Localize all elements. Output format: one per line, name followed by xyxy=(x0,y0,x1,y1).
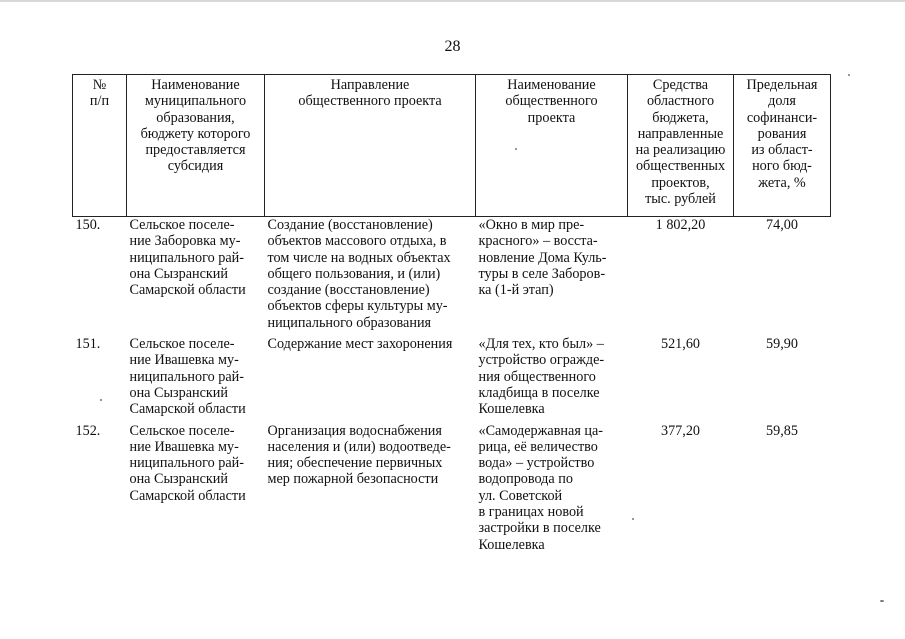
row-municipality: Сельское поселе- ние Заборовка му- ниципального рай- она Сызранский Самарской области xyxy=(129,217,246,299)
row-project: «Самодержавная ца- рица, её величество вода» – устройство водопровода по ул. Советской в границах новой застройки в поселке Кошелевка xyxy=(478,422,604,553)
row-project: «Для тех, кто был» – устройство огражде- ния общественного кладбища в поселке Кошелевка xyxy=(478,336,605,418)
header-funds: Средства областного бюджета, направленные на реализацию общественных проектов, тыс. рублей xyxy=(628,75,734,217)
row-number: 151. xyxy=(75,336,101,353)
row-municipality: Сельское поселе- ние Ивашевка му- ниципального рай- она Сызранский Самарской области xyxy=(129,422,246,504)
table-row xyxy=(73,217,831,337)
header-direction: Направление общественного проекта xyxy=(265,75,476,217)
row-direction: Организация водоснабжения населения и (или) водоотведе- ния; обеспечение первичных мер пожарной безопасности xyxy=(267,422,451,488)
scan-speck xyxy=(880,600,884,602)
row-funds: 521,60 xyxy=(660,336,700,353)
header-project: Наименование общественного проекта xyxy=(476,75,628,217)
scan-speck xyxy=(100,399,102,401)
header-number: № п/п xyxy=(73,75,127,217)
scan-speck xyxy=(848,74,850,76)
row-direction: Содержание мест захоронения xyxy=(267,336,453,353)
scan-speck xyxy=(632,518,634,520)
table-header-row xyxy=(73,75,831,217)
header-share: Предельная доля софинанси- рования из област- ного бюд- жета, % xyxy=(734,75,831,217)
header-municipality: Наименование муниципального образования, бюджету которого предоставляется субсидия xyxy=(127,75,265,217)
row-funds: 377,20 xyxy=(660,422,700,439)
row-project: «Окно в мир пре- красного» – восста- новление Дома Куль- туры в селе Заборов- ка (1-й этап) xyxy=(478,217,607,299)
subsidy-table xyxy=(72,74,831,558)
row-municipality: Сельское поселе- ние Ивашевка му- ниципального рай- она Сызранский Самарской области xyxy=(129,336,246,418)
row-funds: 1 802,20 xyxy=(655,217,706,233)
row-share: 59,85 xyxy=(766,422,798,439)
table-body xyxy=(73,217,831,558)
scan-edge xyxy=(0,0,905,2)
row-number: 150. xyxy=(75,217,101,233)
row-share: 74,00 xyxy=(766,217,798,233)
row-number: 152. xyxy=(75,422,101,439)
scan-speck xyxy=(515,148,517,150)
table-row xyxy=(73,423,831,558)
row-direction: Создание (восстановление) объектов массового отдыха, в том числе на водных объектах общего пользования, и (или) создание (восстановление) объектов сферы культуры му- ниципального образования xyxy=(267,217,451,331)
table-row xyxy=(73,336,831,422)
row-share: 59,90 xyxy=(766,336,798,353)
page-number: 28 xyxy=(444,38,461,55)
